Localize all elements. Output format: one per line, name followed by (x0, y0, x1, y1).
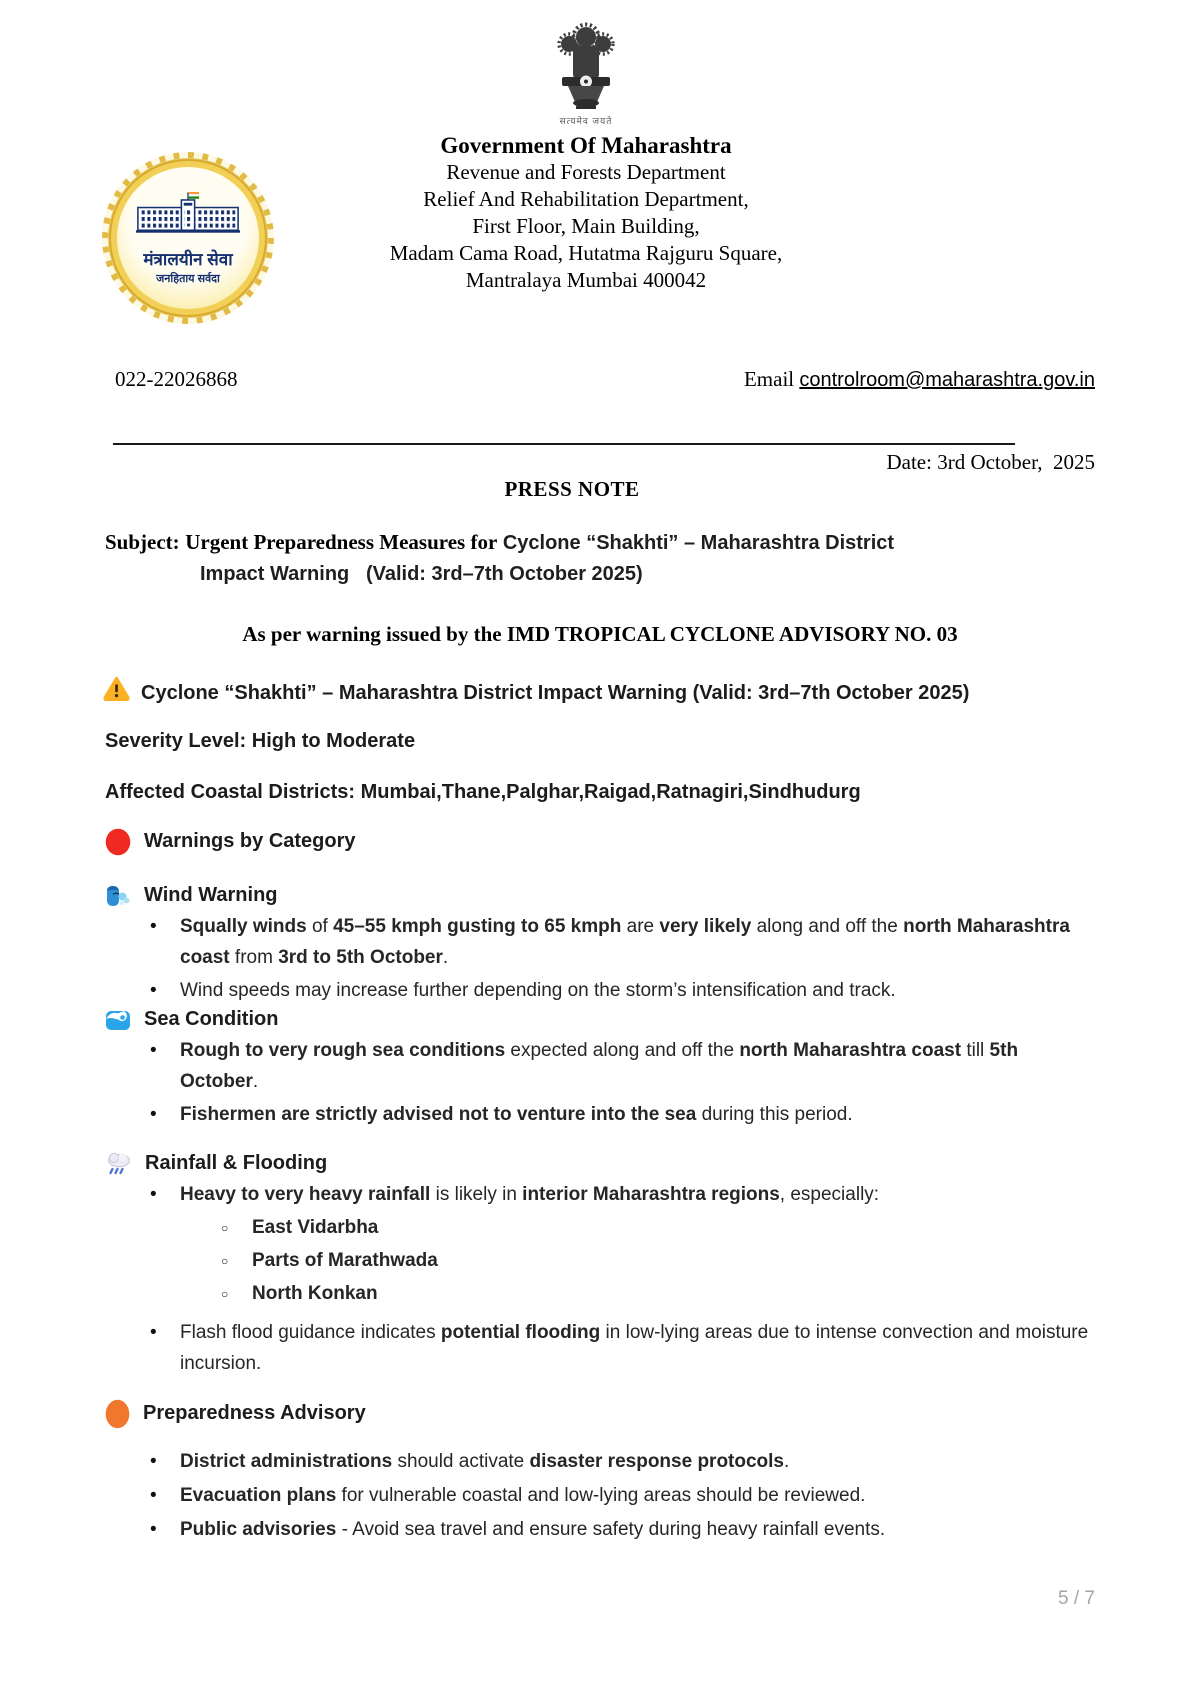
email-line (744, 367, 1095, 392)
list-item: ○ North Konkan (105, 1278, 1095, 1309)
list-item: • Flash flood guidance indicates potential flooding in low-lying areas due to intense convection and moisture incursion. (105, 1317, 1095, 1379)
subject-line-1 (105, 527, 1105, 559)
orange-circle-icon (105, 1399, 130, 1429)
section-title: Rainfall & Flooding (145, 1152, 328, 1174)
list-item: • Public advisories - Avoid sea travel and ensure safety during heavy rainfall events. (105, 1514, 1095, 1545)
phone-number: 022-22026868 (115, 367, 238, 391)
date-label: Date: (886, 450, 932, 474)
subject-line-2: Impact Warning (Valid: 3rd–7th October 2025) (200, 563, 643, 585)
section-title: Wind Warning (144, 884, 278, 906)
address-line: First Floor, Main Building, (472, 214, 700, 238)
email-label: Email (743, 367, 795, 391)
address-line: Mantralaya Mumbai 400042 (465, 268, 707, 292)
sea-bullet-list (105, 1035, 1095, 1130)
list-item: ○ East Vidarbha (105, 1212, 1095, 1243)
list-item: • Heavy to very heavy rainfall is likely in interior Maharashtra regions, especially: (105, 1179, 1095, 1210)
list-item: • Fishermen are strictly advised not to venture into the sea during this period. (105, 1099, 1095, 1130)
subject-label: Subject: (105, 530, 180, 554)
water-wave-icon (105, 1007, 131, 1033)
mantralaya-building-icon (136, 190, 240, 244)
emblem-motto: सत्यमेव जयते (559, 116, 613, 126)
org-name: Government Of Maharashtra (440, 133, 732, 158)
list-item: • District administrations should activate disaster response protocols. (105, 1446, 1095, 1477)
seal-face (117, 167, 259, 309)
red-circle-icon (105, 828, 131, 856)
national-emblem-icon (0, 22, 1186, 112)
subject-emphasis: Cyclone “Shakhti” – Maharashtra District (502, 532, 895, 554)
section-wind-warning (105, 880, 1095, 1008)
wind-face-icon (105, 883, 131, 909)
section-title: Sea Condition (144, 1008, 279, 1030)
ministry-seal (102, 152, 274, 324)
subject-lead: Urgent Preparedness Measures for (185, 530, 498, 554)
section-sea-condition (105, 1004, 1095, 1132)
advisory-source-line: As per warning issued by the IMD TROPICAL CYCLONE ADVISORY NO. 03 (242, 622, 958, 646)
separator-line (113, 443, 1015, 445)
wind-bullet-list (105, 911, 1095, 1006)
address-line: Madam Cama Road, Hutatma Rajguru Square, (389, 241, 783, 265)
affected-districts-line: Affected Coastal Districts: Mumbai,Thane,Palghar,Raigad,Ratnagiri,Sindhudurg (105, 781, 861, 803)
preparedness-bullet-list (105, 1446, 1095, 1545)
section-title: Warnings by Category (144, 830, 356, 852)
address-line: Revenue and Forests Department (446, 160, 726, 184)
rain-cloud-icon (105, 1151, 132, 1177)
list-item: • Rough to very rough sea conditions expected along and off the north Maharashtra coast till 5th October. (105, 1035, 1095, 1097)
seal-title: मंत्रालयीन सेवा (143, 250, 233, 269)
list-item: ○ Parts of Marathwada (105, 1245, 1095, 1276)
section-rainfall-flooding (105, 1148, 1095, 1381)
list-item: • Evacuation plans for vulnerable coastal and low-lying areas should be reviewed. (105, 1480, 1095, 1511)
page-title: PRESS NOTE (504, 477, 640, 501)
email-link[interactable]: controlroom@maharashtra.gov.in (799, 369, 1095, 391)
date-line (886, 450, 1095, 475)
seal-motto: जनहिताय सर्वदा (156, 273, 220, 285)
section-preparedness-advisory (105, 1398, 1095, 1548)
date-value: 3rd October, 2025 (937, 450, 1095, 474)
alert-text: Cyclone “Shakhti” – Maharashtra District Impact Warning (Valid: 3rd–7th October 2025) (141, 682, 970, 704)
list-item: • Wind speeds may increase further depending on the storm’s intensification and track. (105, 975, 1095, 1006)
severity-line: Severity Level: High to Moderate (105, 730, 416, 752)
cyclone-alert-banner (103, 676, 969, 711)
warning-triangle-icon (103, 676, 130, 711)
address-line: Relief And Rehabilitation Department, (423, 187, 749, 211)
section-warnings-header (105, 826, 1095, 857)
contact-row (115, 367, 1095, 392)
list-item: • Squally winds of 45–55 kmph gusting to 65 kmph are very likely along and off the north Maharashtra coast from 3rd to 5th October. (105, 911, 1095, 973)
rain-bullet-list (105, 1179, 1095, 1379)
page-indicator: 5 / 7 (1058, 1588, 1095, 1609)
subject-block (105, 527, 1105, 590)
section-title: Preparedness Advisory (143, 1402, 366, 1424)
